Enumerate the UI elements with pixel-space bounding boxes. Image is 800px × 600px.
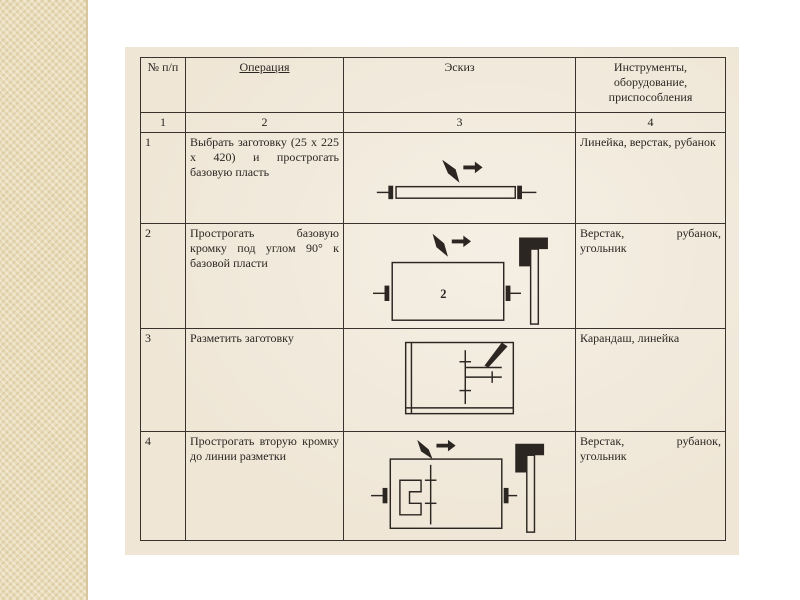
tools-text: Карандаш, линейка [576, 329, 726, 432]
tools-text: Линейка, верстак, рубанок [576, 133, 726, 224]
square-tool-icon [519, 238, 548, 267]
workpiece-board [396, 187, 515, 199]
column-number: 2 [186, 113, 344, 133]
workpiece-board [390, 459, 502, 528]
sketch-4 [344, 432, 576, 541]
sketch-marking [348, 331, 571, 429]
operation-text: Выбрать заготовку (25 x 225 x 420) и прострогать базовую пласть [186, 133, 344, 224]
row-number: 2 [141, 224, 186, 329]
direction-arrow-icon [436, 440, 455, 452]
plane-icon [442, 160, 459, 183]
column-number: 1 [141, 113, 186, 133]
operation-text: Прострогать базовую кромку под углом 90° к базовой пласти [186, 224, 344, 329]
header-sketch: Эскиз [344, 58, 576, 113]
direction-arrow-icon [463, 162, 482, 174]
tools-text: Верстак, рубанок, угольник [576, 224, 726, 329]
plane-icon [433, 234, 448, 257]
sketch-planing-second-edge [348, 434, 571, 538]
table-row [141, 133, 726, 224]
clamp-left-jaw [388, 186, 393, 199]
clamp-left-jaw [383, 488, 388, 503]
table-row [141, 432, 726, 541]
sketch-1 [344, 133, 576, 224]
side-strip-edge [86, 0, 88, 600]
clamp-right-jaw [504, 488, 509, 503]
sketch-3 [344, 329, 576, 432]
column-number: 4 [576, 113, 726, 133]
operation-text: Разметить заготовку [186, 329, 344, 432]
row-number: 1 [141, 133, 186, 224]
row-number: 4 [141, 432, 186, 541]
sketch-2 [344, 224, 576, 329]
row-number: 3 [141, 329, 186, 432]
table-row [141, 224, 726, 329]
decorative-side-strip [0, 0, 88, 600]
table-row [141, 329, 726, 432]
sketch-planing-edge [348, 226, 571, 326]
pencil-icon [484, 343, 507, 368]
square-tool-blade [531, 249, 539, 324]
direction-arrow-icon [452, 236, 471, 248]
header-tools: Инструменты, оборудование, приспособления [576, 58, 726, 113]
square-tool-blade [527, 455, 535, 532]
column-number: 3 [344, 113, 576, 133]
tools-text: Верстак, рубанок, угольник [576, 432, 726, 541]
operation-text: Прострогать вторую кромку до линии разметки [186, 432, 344, 541]
workpiece-board [392, 263, 504, 321]
operations-table [140, 57, 726, 541]
clamp-right-jaw [517, 186, 522, 199]
sketch-number-label: 2 [440, 287, 447, 302]
header-num: № п/п [141, 58, 186, 113]
workpiece-notch [400, 480, 421, 515]
clamp-right-jaw [506, 286, 511, 301]
square-tool-icon [515, 444, 544, 473]
header-row [141, 58, 726, 113]
clamp-left-jaw [385, 286, 390, 301]
plane-icon [417, 440, 432, 459]
column-number-row [141, 113, 726, 133]
scanned-table-image [125, 47, 739, 555]
sketch-planing-face [348, 135, 571, 221]
header-operation: Операция [186, 58, 344, 113]
